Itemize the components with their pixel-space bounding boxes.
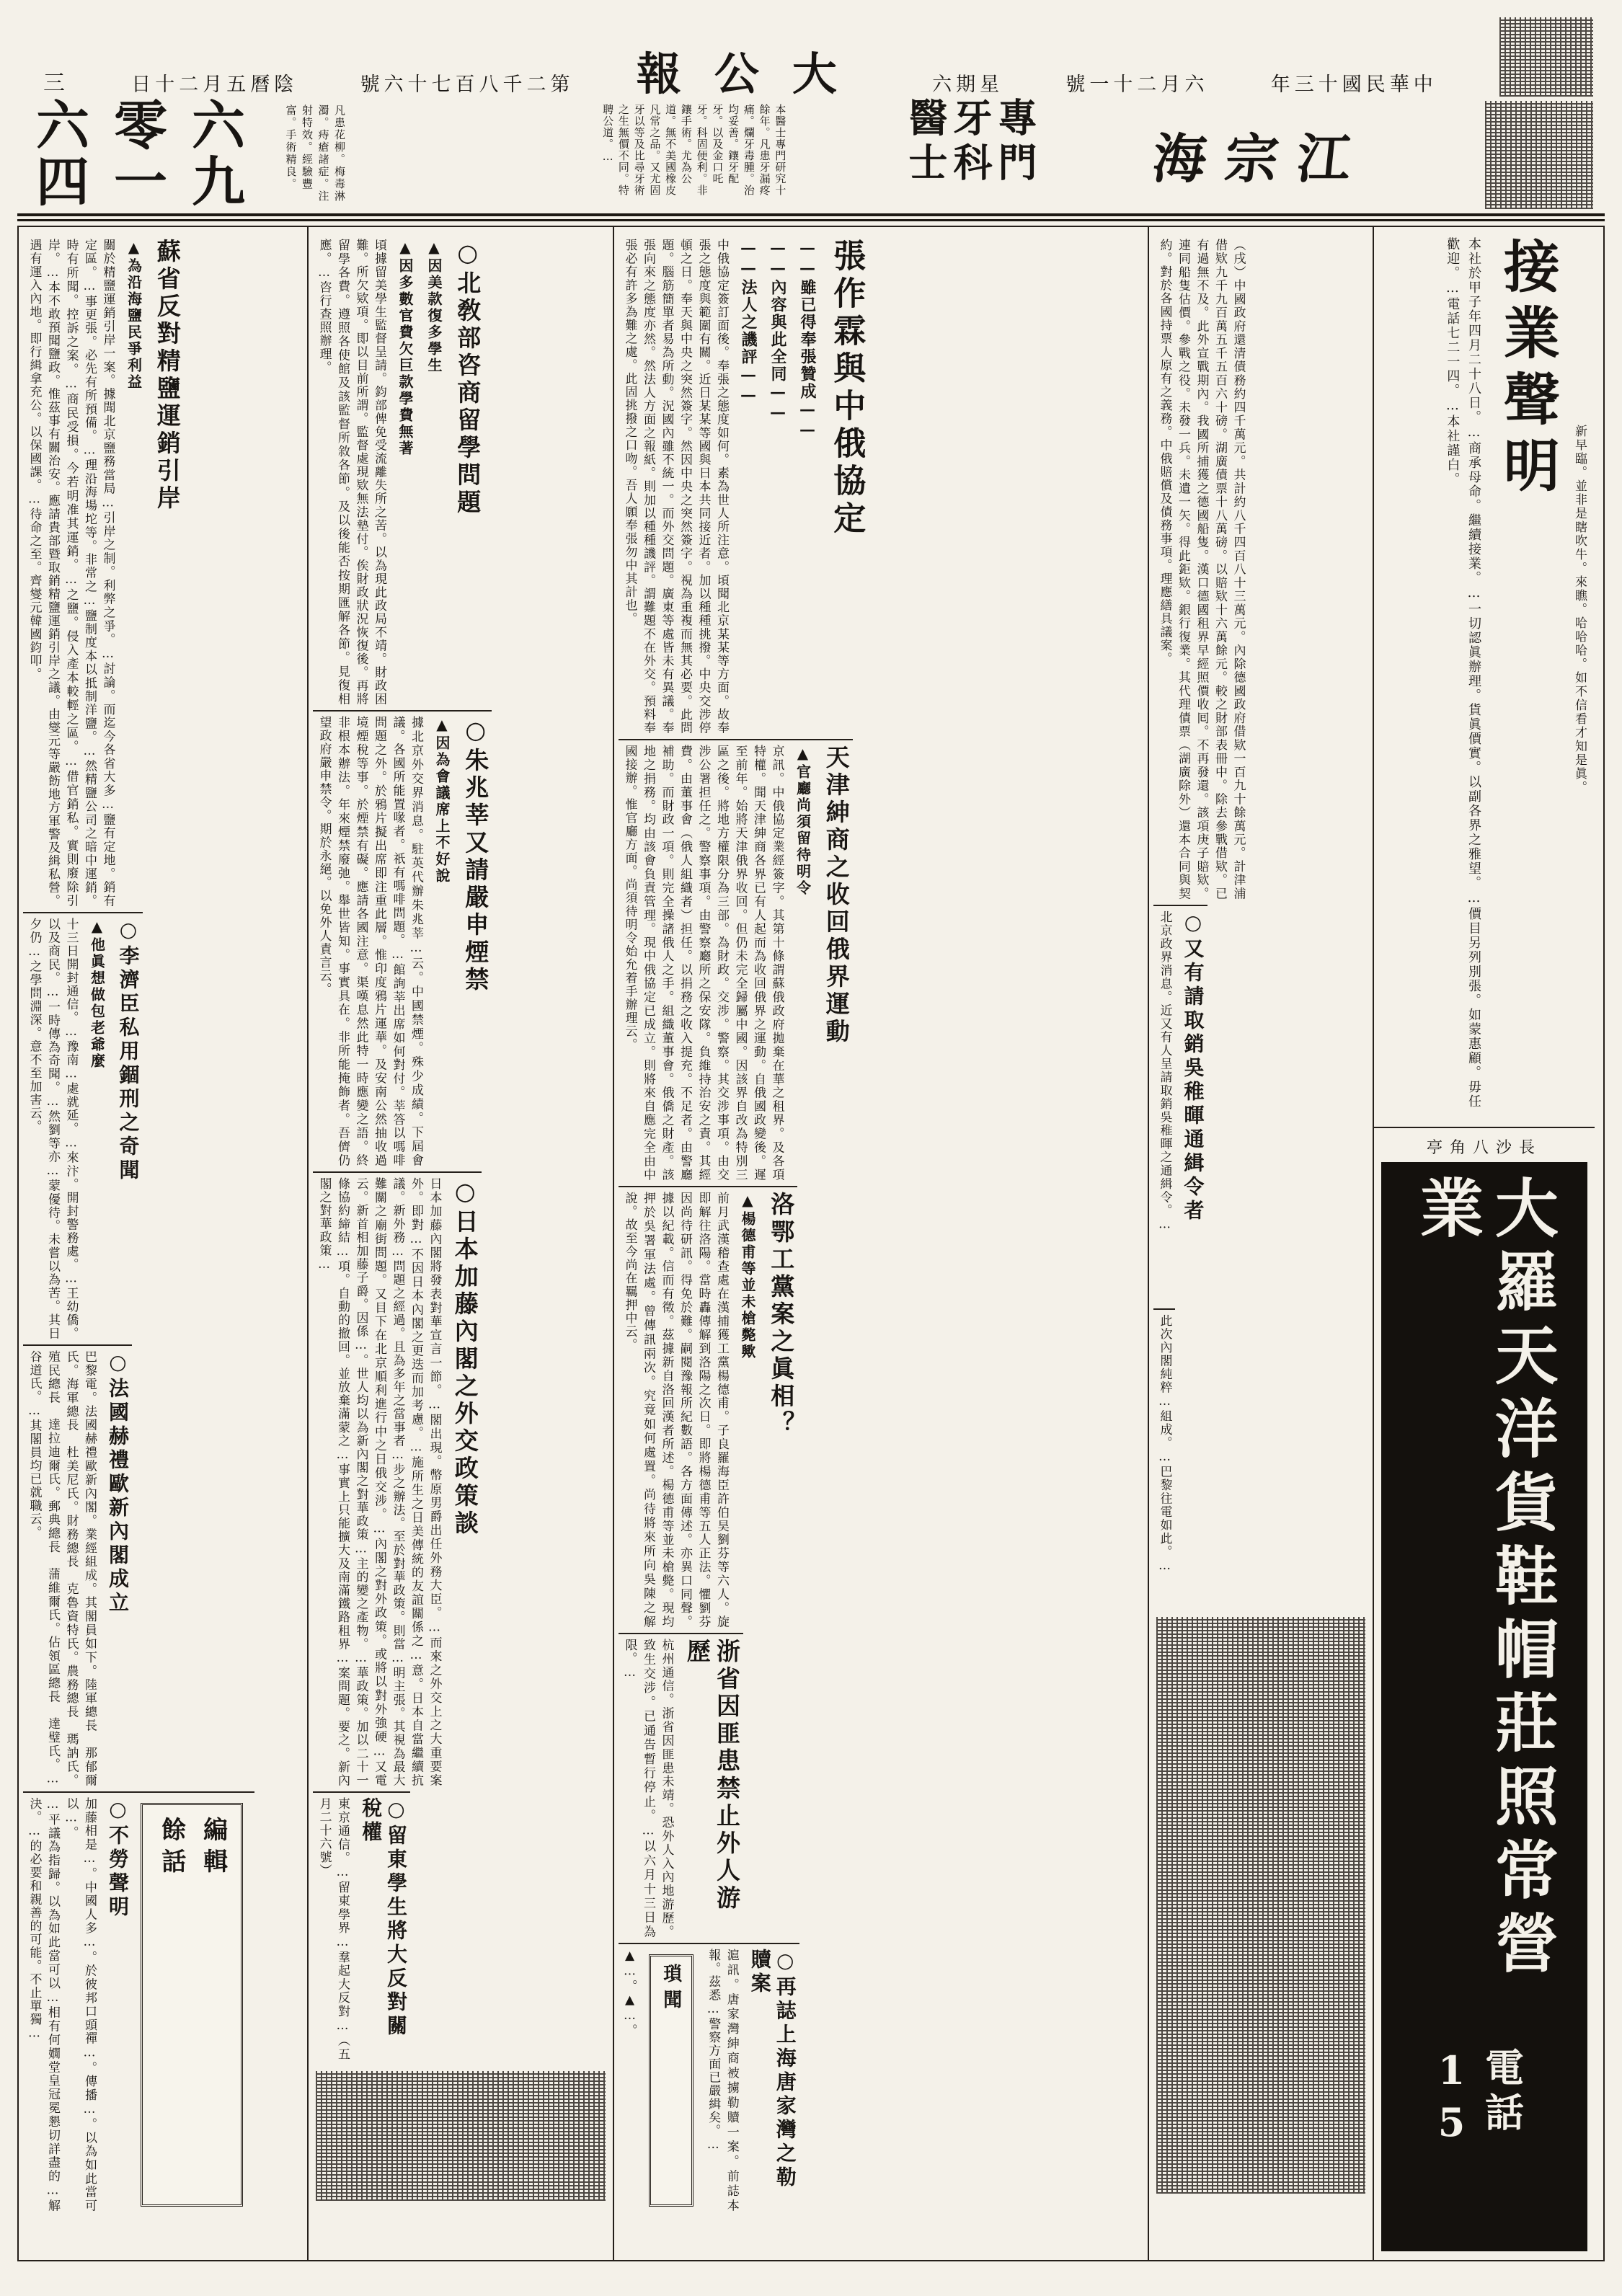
article-zhang-body: 中俄協定簽訂面後。奉張之態度如何。素為世人所注意。頃聞北京某某等方面。故奉張之態度與範圍有關。近日某某等國與日本共同接近者。加以種種挑撥。中央交涉停頓之日。奉天與中央之突然簽字。然因中央之突然簽字。視為重複而無其必要。此問題。腦筋簡單者易為所動。況國內雖不統一。而外交問題。廣東等處皆未有異議。奉張向來之態度亦然。然法人方面之報紙。則加以種種譏評。謂難題不在外交。預料奉張必有許多為難之處。此固挑撥之口吻。吾人願奉張勿中其計也。 (622, 239, 729, 735)
number-914: 九一四 (36, 151, 270, 213)
column-group-a (19, 227, 307, 2260)
article-d-fragment-body: 此次內閣純粹…組成。…巴黎往電如此。… (1157, 1314, 1172, 1574)
article-debt-settlement (1153, 234, 1249, 905)
dentist-name-calligraphy: 江宗海 (1149, 128, 1373, 190)
article-wuzhihui (1153, 905, 1207, 1308)
article-bulao-body: 加藤相是…。中國人多…。於彼邦口頭禪…。傳播…。以為如此當可以…。 (63, 1797, 97, 2212)
article-beijiaobu (313, 234, 484, 710)
daluotian-shop-ad (1381, 1162, 1587, 2251)
article-zhang-headline: 張作霖與中俄協定 (828, 239, 867, 538)
article-zhu-headline: ○朱兆莘又請嚴申煙禁 (461, 716, 490, 994)
article-zaizhi-ransom (619, 1943, 799, 2217)
article-liudong-headline: ○留東學生將大反對關稅權 (359, 1797, 408, 2039)
article-kato-cabinet (313, 1171, 482, 1791)
article-tianjin-subhead: ▲官廳尚須留待明令 (794, 745, 812, 897)
article-debt-body: （戌）中國政府還清債務約四千萬元。共計約八千四百八十三萬元。內除德國政府借欵一百九十餘萬元。計津浦借欵九千九百萬五千五百六十磅。湖廣債票十八萬磅。以賠欵十六萬餘元。較之財部表冊中。除去參戰借欵。已有過無不及。此外宣戰期內。我國所捕獲之德國船隻。漢口德國租界早經照價收囘。不再發還。該項庚子賠欵。連同船隻估價。參戰之役。未發一兵。未遺一矢。得此鉅欵。銀行復業。其代理債票（湖廣除外）還本合同與契約。對於各國持票人原有之義務。中俄賠償及債務事項。理應繕具議案。 (1157, 239, 1246, 900)
illegible-filler-b (316, 2071, 606, 2201)
article-zhang-deck-3: ——法人之譏評—— (739, 239, 758, 406)
article-lijichen-headline: ○李濟臣私用錮刑之奇聞 (116, 918, 141, 1183)
jieye-title: 接業聲明 (1494, 237, 1560, 502)
dentist-ad-title: 專門牙科醫士 (902, 97, 1039, 187)
page-number: 三 (43, 71, 69, 96)
article-salt-body: 關於精鹽運銷引岸一案。據聞北京鹽務當局…引岸之制。利弊之爭。…討論。而迄今各省大多…鹽有定地。銷有定區。…事更張。必先有所預備。…理沿海場坨等。非常之…鹽制度本以抵制洋鹽。…然精鹽公司之暗中運銷。時有所聞。控訴之案。…商民受損。今若明准其運銷。…之鹽。侵入產本較輕之區。…借官銷私。實則廢除引岸。…本不敢預聞鹽政。惟茲事有關治安。應請貴部暨取銷精鹽運銷引岸之議。由燮元等嚴飭地方軍警及緝私營。遇有運入內地。即行緝拿充公。以保國課。…待命之至。齊燮元韓國鈞叩。 (27, 239, 115, 908)
dentist-ad-band (0, 95, 1622, 213)
article-salt-subhead: ▲為沿海鹽民爭利益 (125, 239, 143, 391)
article-beijiaobu-body: 頃據留美學生監督呈請。鈞部俾免受流離失所之苦。以為現此政局不靖。財政困難。所欠欵項。即以目前所謂。監督處現欵無法墊付。俟財政狀況恢復後。再將留學各費。遵照各使館及該監督所敘各節。及以後能否按期匯解各節。見復相應。…咨行查照辦理。 (316, 239, 386, 706)
jieye-announcement-ad (1374, 227, 1595, 1128)
editorial-notes-box: 編輯 餘話 (141, 1803, 243, 2207)
article-france-cabinet (23, 1344, 132, 1791)
article-kato-body: 日本加藤內閣將發表對華宣言一節。…閣出現。幣原男爵出任外務大臣。…而來之外交上之大重要案外。即對…不因日本內閣之更迭而加考慮。…施所生之日美傳統的友誼關係之…意。日本自當繼續抗議。新外務…問題之經過。且為多年之當事者…步之辦法。至於對華政策。則當…明主張。其視為最大難關之廟街問題。又目下在北京順利進行中之日俄交涉。…內閣之對外政策。或將以對外強硬…又電云。新首相加藤子爵。因係…。世人均以為新內閣之對華政策…主的變之產物。…華政策。加以二十一條協約締結…項。自動的撤回。並放棄滿蒙之…事實上只能擴大及南滿鐵路租界…案問題。要之。新內閣之對華政策… (316, 1177, 442, 1787)
jieye-body: 本社於甲子年四月二十八日。…商承母命。繼續接業。…一切認眞辦理。貨眞價實。以副各界之雅望。…價目另列別張。如蒙惠顧。毋任歡迎。…電話七二一四。…本社謹白。 (1445, 237, 1482, 1109)
column-group-d (1148, 227, 1373, 2260)
article-zhejiang-headline: 浙省因匪患禁止外人游歷 (683, 1639, 741, 1912)
date: 六月二十一號 (1065, 74, 1209, 96)
salvarsan-numbers (36, 95, 347, 213)
era-year: 中華民國十三年 (1270, 74, 1437, 96)
article-zhang-deck-1: ——雖已得奉張贊成—— (798, 239, 817, 440)
article-lijichen (23, 912, 143, 1344)
article-lijichen-subhead: ▲他眞想做包老爺麼 (88, 918, 106, 1070)
salvarsan-desc: 凡患花柳。梅毒淋濁。痔瘡諸症。注射特效。經驗豐富。手術精良。 (284, 105, 346, 203)
editorial-notes-body: …平議為指歸。以為如此當可以…相有何嫺堂皇冠冕懇切詳盡的…解決。…的必要和親善的可能。不止單獨… (27, 1797, 60, 2212)
article-zhejiang-body: 杭州通信。浙省因匪患未靖。恐外人入內地游歷。致生交涉。已通告暫行停止。…以六月十三日為限。… (622, 1639, 674, 1938)
illegible-corner-ad (1499, 17, 1593, 97)
article-liudong (313, 1791, 410, 2065)
article-tianjin-headline: 天津紳商之收回俄界運動 (822, 745, 851, 1046)
article-luoe-labor-case (619, 1186, 797, 1633)
article-zaizhi-body: 滬訊。唐家灣紳商被擄勒贖一案。前誌本報。茲悉…警察方面已嚴緝矣。… (706, 1949, 739, 2212)
article-france-body: 巴黎電。法國赫禮歐新內閣。業經組成。其閣員如下。陸軍總長 那郁爾氏。海軍總長 杜美尼氏。財務總長 克魯資特氏。農務總長 瑪訥氏。殖民總長 達拉迪爾氏。郵典總長 蒲維爾氏。佔領區總長 達璧氏。…谷道氏。…其閣員均已就職云。 (27, 1350, 97, 1787)
weekday: 星期六 (932, 74, 1004, 96)
article-bulao-headline: ○不勞聲明 (106, 1797, 130, 1920)
jieye-note: 新早臨。並非是瞎吹牛。來瞧。哈哈哈。如不信看才知是眞。 (1572, 425, 1587, 794)
article-editorial-notes (23, 1791, 254, 2217)
article-salt-headline: 蘇省反對精鹽運銷引岸 (153, 239, 182, 513)
number-606: 六零六 (36, 95, 270, 158)
article-zaizhi-headline: ○再誌上海唐家灣之勒贖案 (748, 1949, 797, 2190)
article-lijichen-body: 十三日開封通信。…豫南…處就延。…來汴。開封警務處。…王幼僑。以及商民。…一時傳為奇聞。…然劉等亦…蒙優待。未嘗以為苦。其日夕仍…之學問淵深。意不至加害云。 (27, 918, 79, 1340)
article-zhang-zuolin (619, 234, 868, 739)
article-luoe-headline: 洛鄂工黨案之眞相？ (767, 1192, 796, 1438)
article-d-fragment (1153, 1308, 1175, 1611)
article-beijiaobu-subhead-1: ▲因美款復多學生 (425, 239, 443, 374)
article-zhu-subhead: ▲因為會議席上不好說 (433, 716, 451, 885)
masthead-rule (17, 213, 1605, 221)
masthead (0, 0, 1622, 101)
article-wuzhihui-headline: ○又有請取銷吳稚暉通緝令者 (1181, 910, 1205, 1223)
article-zhejiang-ban (619, 1633, 743, 1943)
article-zhu-body: 據北京外交界消息。駐英代辦朱兆莘…云。中國禁煙。殊少成績。下屆會議。各國所能置喙者。祇有嗎啡問題。…館詢莘出席如何對付。莘答以嗎啡問題之外。於鴉片擬出席即注重此層。惟印度鴉片運華。及安南公然抽收過境煙稅等事。於煙禁有礙。應請各國注意。渠嘆息然此特一時應變之語。終非根本辦法。年來煙禁廢弛。舉世皆知。事實具在。非所能掩飾者。吾儕仍望政府嚴申禁令。期於永絕。以免外人責言云。 (316, 716, 423, 1167)
article-salt (23, 234, 184, 912)
misc-news-body: ▲…。▲…。 (622, 1949, 637, 2037)
article-luoe-body: 前月武漢稽查處在漢捕獲工黨楊德甫。子良羅海臣許伯昊劉芬等六人。旋即解往洛陽。當時轟傳解到洛陽之次日。即將楊德甫等五人正法。懼劉芬因尚待研訊。得免於難。嗣閱豫報所紀數語。各方面傳述。亦異口同聲。據以紀載。信而有徵。茲據新自洛回漢者所述。楊德甫等並未槍斃。現均押於吳署軍法處。曾傳訊兩次。究竟如何處置。尚待將來所向吳陳之解說。故至今尚在羈押中云。 (622, 1192, 729, 1628)
article-liudong-body: 東京通信。…留東學界…羣起大反對…（五月二十六號） (316, 1797, 350, 2061)
illegible-stamp-block (1485, 101, 1593, 209)
column-group-b (307, 227, 613, 2260)
daluotian-title: 大羅天洋貨鞋帽莊照常營業 (1410, 1175, 1560, 1984)
main-content (17, 226, 1605, 2261)
dentist-ad-description: 本醫士專門研究十餘年。凡患牙漏疼痛。爛牙毒腫。治均妥善。鑲牙配牙。以及金口吒牙。科固便利。非鑲手術。尤為公道。無不美國橡皮凡常之品。又尤固牙以等及比尋牙術之生無價不同。特聘公道。… (601, 104, 787, 196)
issue-number: 第二千八百七十六號 (360, 74, 575, 96)
article-beijiaobu-subhead-2: ▲因多數官費欠巨款學費無著 (396, 239, 414, 457)
daluotian-phone: 電話15 (1428, 2047, 1525, 2152)
article-france-headline: ○法國赫禮歐新內閣成立 (106, 1350, 130, 1615)
article-beijiaobu-headline: ○北敎部咨商留學問題 (453, 239, 482, 517)
paper-title: 大公報 (636, 48, 870, 100)
column-group-ads (1373, 227, 1595, 2260)
article-kato-headline: ○日本加藤內閣之外交政策談 (451, 1177, 479, 1538)
lunar-date: 陰曆五月二十日 (131, 74, 298, 96)
salvarsan-numerals (36, 95, 270, 213)
article-luoe-subhead: ▲楊德甫等並未槍斃歟 (739, 1192, 756, 1360)
article-zhu-opium (313, 710, 492, 1171)
column-group-c (613, 227, 1148, 2260)
misc-news-box: 瑣聞 (649, 1954, 693, 2207)
article-tianjin-body: 京訊。中俄協定業經簽字。其第十條謂蘇俄政府拋棄在華之租界。及各項特權。聞天津紳商各界已有人起而為收回俄界之運動。自俄國政變後。遲至前年。始將天津俄界收回。但仍未完全歸屬中國。因該界自改為特別三區之後。將地方權限分為三部。為財政。交涉。警察。其交涉事項。由交涉公署担任之。警察事項。由警察廳所之保安隊。負維持治安之責。其經費。由董事會（俄人組織者）担任。以捐務之收入提充。不足者。由警廳補助。而財政一項。則完全操諸俄人之手。組織董事會。俄僑之財產。該地之捐務。均由該會負責管理。現中俄協定已成立。則將來自應完全由中國接辦。惟官廳方面。尚須待明令始允着手辦理云。 (622, 745, 784, 1182)
article-wuzhihui-body: 北京政界消息。近又有人呈請取銷吳稚暉之通緝令。… (1157, 910, 1172, 1233)
article-tianjin-concession (619, 739, 853, 1186)
daluotian-location: 長沙八角亭 (1426, 1139, 1542, 1157)
article-zhang-deck-2: ——內容與此全同—— (768, 239, 787, 423)
illegible-filler-d (1156, 1617, 1365, 2194)
